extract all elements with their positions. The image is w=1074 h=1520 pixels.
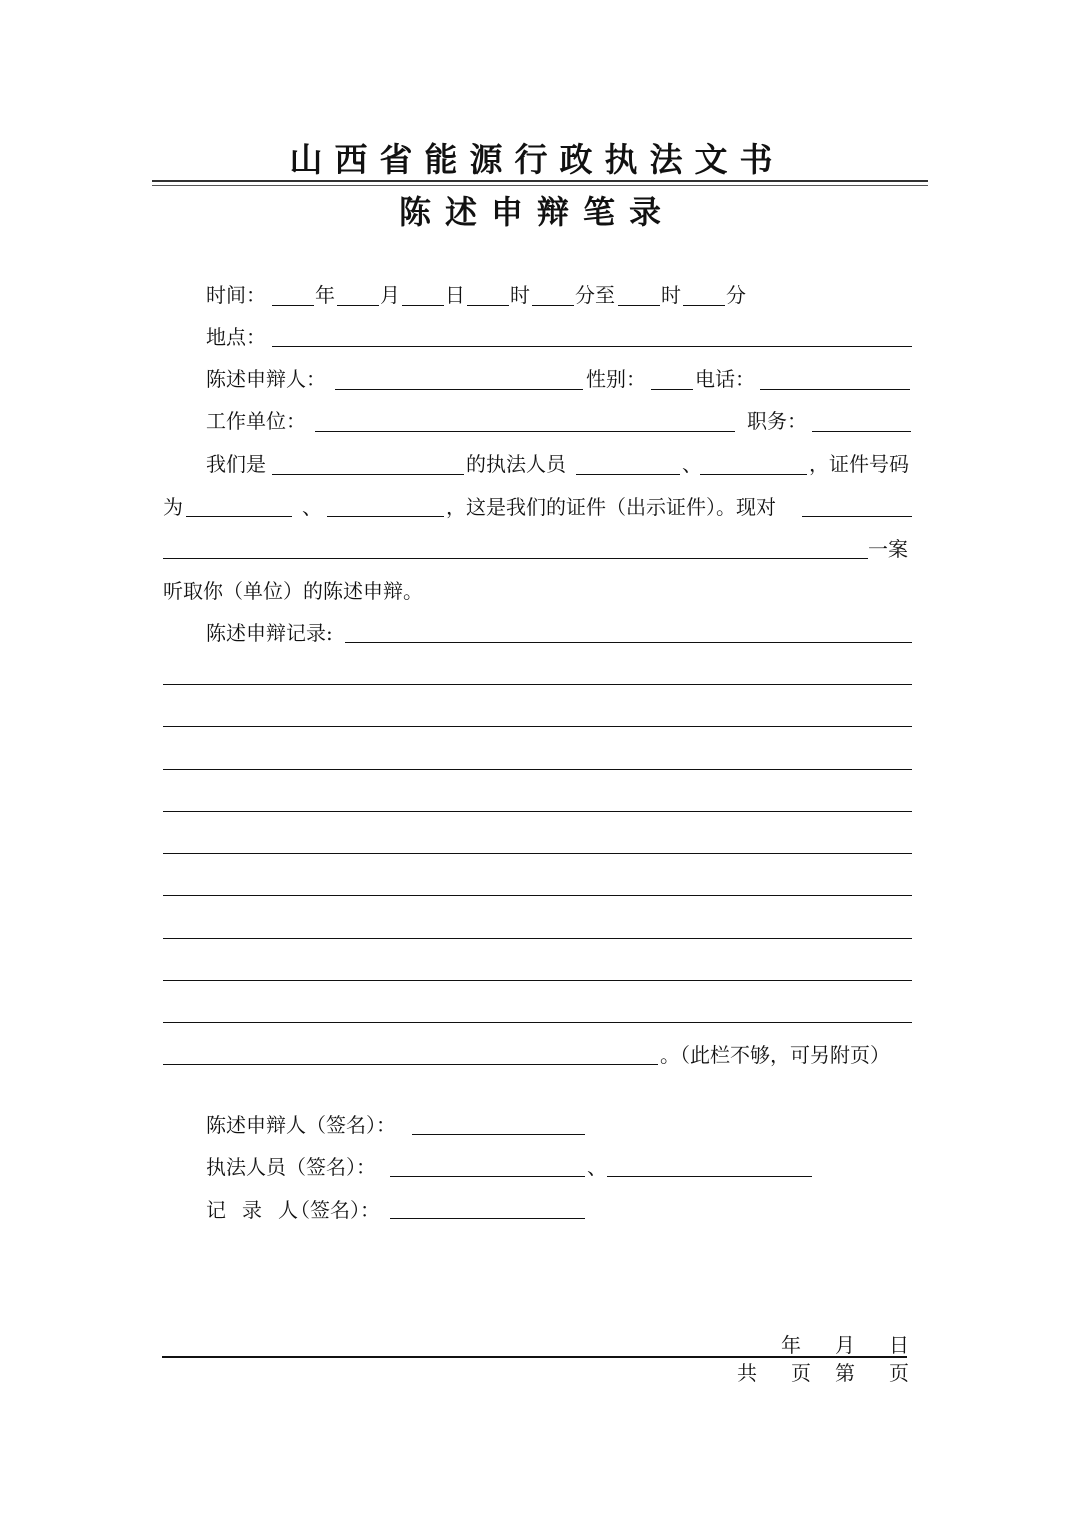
agency-title: 山西省能源行政执法文书	[289, 140, 785, 179]
day-field[interactable]	[402, 305, 444, 306]
show-id-text: ，这是我们的证件（出示证件）。现对	[446, 495, 776, 519]
time-label: 时间：	[206, 283, 266, 307]
applicant-field[interactable]	[335, 389, 583, 390]
footer-day-label: 日	[889, 1333, 909, 1357]
year-field[interactable]	[272, 305, 314, 306]
recorder-label: 记录人	[206, 1198, 314, 1222]
applicant-signature-field[interactable]	[412, 1134, 585, 1135]
officers-signature-separator: 、	[587, 1155, 607, 1179]
work-unit-field[interactable]	[315, 431, 735, 432]
recorder-suffix: （签名）：	[290, 1198, 380, 1222]
month-label: 月	[380, 283, 400, 307]
record-line[interactable]	[163, 895, 912, 896]
record-line[interactable]	[163, 726, 912, 727]
id2-field[interactable]	[327, 516, 444, 517]
record-line-last[interactable]	[163, 1064, 658, 1065]
wei-text: 为	[163, 495, 183, 519]
day-label: 日	[445, 283, 465, 307]
officer1-signature-field[interactable]	[390, 1176, 585, 1177]
officer-separator: 、	[682, 452, 702, 476]
footer-page-label-1: 页	[791, 1361, 811, 1385]
hour-field[interactable]	[467, 305, 509, 306]
year-label: 年	[315, 283, 335, 307]
officers-text: 的执法人员	[466, 452, 566, 476]
record-label: 陈述申辩记录:	[206, 621, 333, 645]
footer-total-label: 共	[737, 1361, 757, 1385]
end-minute-label: 分	[726, 283, 746, 307]
footer-page-label-2: 页	[889, 1361, 909, 1385]
record-line[interactable]	[163, 980, 912, 981]
id1-field[interactable]	[186, 516, 292, 517]
record-line[interactable]	[163, 684, 912, 685]
position-label: 职务：	[747, 409, 807, 433]
record-line[interactable]	[163, 853, 912, 854]
minute-field[interactable]	[532, 305, 574, 306]
footer-month-label: 月	[835, 1333, 855, 1357]
case-text: 一案	[868, 537, 908, 561]
record-line[interactable]	[163, 769, 912, 770]
record-line[interactable]	[163, 811, 912, 812]
end-minute-field[interactable]	[683, 305, 725, 306]
month-field[interactable]	[337, 305, 379, 306]
hour-label: 时	[510, 283, 530, 307]
gender-field[interactable]	[651, 389, 693, 390]
officers-signature-label: 执法人员（签名）：	[206, 1155, 376, 1179]
end-hour-field[interactable]	[618, 305, 660, 306]
id-number-text: ，证件号码	[809, 452, 909, 476]
footer-year-label: 年	[781, 1333, 801, 1357]
minute-to-label: 分至	[575, 283, 615, 307]
phone-field[interactable]	[760, 389, 910, 390]
id-separator: 、	[302, 495, 322, 519]
end-hour-label: 时	[661, 283, 681, 307]
gender-label: 性别：	[586, 367, 646, 391]
header-rule-thick	[152, 180, 928, 182]
applicant-label: 陈述申辩人：	[206, 367, 326, 391]
case-name-field[interactable]	[163, 558, 868, 559]
document-title: 陈述申辩笔录	[398, 193, 675, 231]
recorder-signature-field[interactable]	[390, 1218, 585, 1219]
position-field[interactable]	[812, 431, 911, 432]
we-are-text: 我们是	[206, 452, 266, 476]
location-field[interactable]	[272, 346, 912, 347]
agency-name-field[interactable]	[272, 474, 464, 475]
record-line[interactable]	[163, 938, 912, 939]
officer2-field[interactable]	[700, 474, 807, 475]
header-rule-thin	[152, 185, 928, 186]
record-line-1[interactable]	[345, 642, 912, 643]
applicant-signature-label: 陈述申辩人（签名）：	[206, 1113, 396, 1137]
work-unit-label: 工作单位：	[206, 409, 306, 433]
location-label: 地点：	[206, 325, 266, 349]
attach-note: 。（此栏不够，可另附页）	[660, 1043, 890, 1067]
record-line[interactable]	[163, 1022, 912, 1023]
phone-label: 电话：	[695, 367, 755, 391]
footer-nth-label: 第	[835, 1361, 855, 1385]
officer1-field[interactable]	[576, 474, 680, 475]
hear-statement-text: 听取你（单位）的陈述申辩。	[163, 579, 423, 603]
case-subject-field[interactable]	[802, 516, 912, 517]
officer2-signature-field[interactable]	[607, 1176, 812, 1177]
footer-rule	[162, 1356, 907, 1358]
